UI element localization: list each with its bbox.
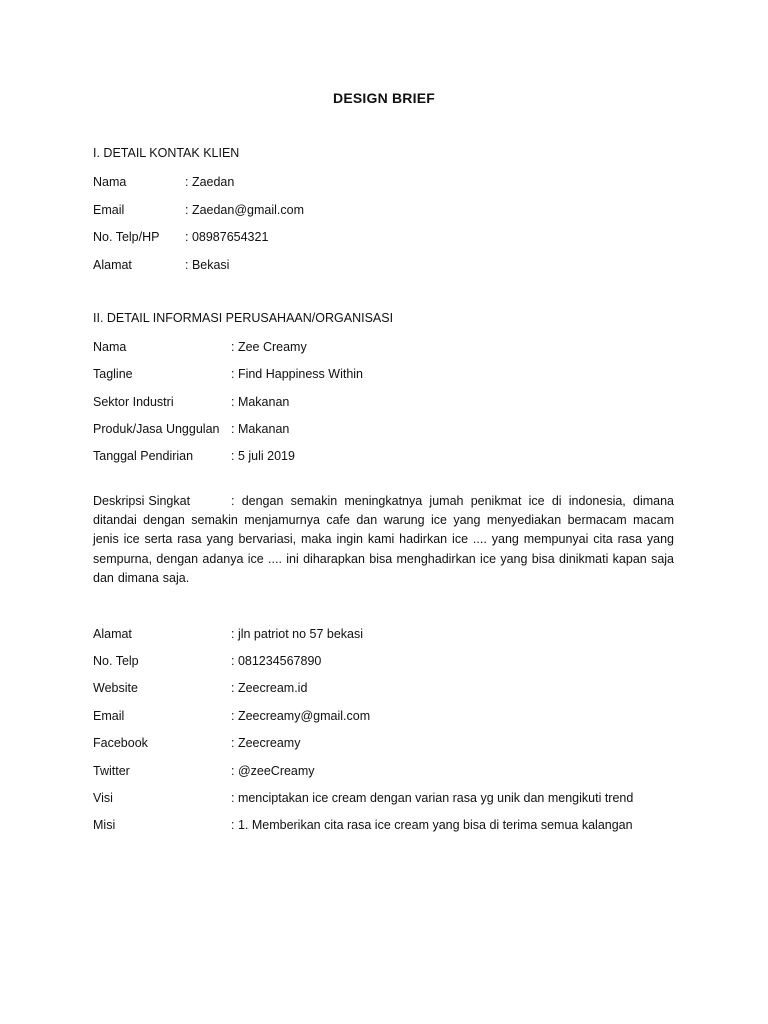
field-value: : Find Happiness Within (231, 367, 364, 381)
field-label: Nama (93, 340, 127, 354)
section-1-heading: I. DETAIL KONTAK KLIEN (93, 146, 240, 160)
field-label: Tagline (93, 367, 133, 381)
field-value: : 5 juli 2019 (231, 449, 295, 463)
field-label: Visi (93, 791, 113, 805)
field-value: : Zaedan@gmail.com (185, 203, 304, 217)
field-label: No. Telp/HP (93, 230, 160, 244)
field-value: : menciptakan ice cream dengan varian rasa yg unik dan mengikuti trend (231, 791, 634, 805)
field-label: Website (93, 681, 138, 695)
field-value: : 1. Memberikan cita rasa ice cream yang bisa di terima semua kalangan (231, 818, 633, 832)
field-label: Misi (93, 818, 116, 832)
field-label: Twitter (93, 764, 130, 778)
field-value: : Zeecreamy (231, 736, 301, 750)
field-label: Alamat (93, 627, 132, 641)
field-value: : Zeecream.id (231, 681, 308, 695)
field-value: : 08987654321 (185, 230, 269, 244)
field-label: Email (93, 203, 125, 217)
section-2-heading: II. DETAIL INFORMASI PERUSAHAAN/ORGANISASI (93, 311, 394, 325)
field-label: Alamat (93, 258, 132, 272)
field-label: No. Telp (93, 654, 139, 668)
field-label: Sektor Industri (93, 395, 174, 409)
field-value: : Zeecreamy@gmail.com (231, 709, 371, 723)
document-title: DESIGN BRIEF (333, 90, 435, 106)
field-value: : Makanan (231, 422, 290, 436)
field-value: : Bekasi (185, 258, 230, 272)
description-text: : dengan semakin meningkatnya jumah penikmat ice di indonesia, dimana ditandai dengan semakin menjamurnya cafe dan warung ice yang menyediakan bermacam macam jenis ice serta rasa yang bervariasi, maka ingin kami hadirkan ice .... yang mempunyai cita rasa yang sempurna, dengan adanya ice .... ini diharapkan bisa menghadirkan ice yang bisa dinikmati kapan saja dan dimana saja. (93, 494, 674, 585)
field-label: Facebook (93, 736, 148, 750)
field-value: : Makanan (231, 395, 290, 409)
field-value: : @zeeCreamy (231, 764, 315, 778)
company-description (93, 492, 674, 588)
field-label: Produk/Jasa Unggulan (93, 422, 220, 436)
field-label: Nama (93, 175, 127, 189)
field-value: : jln patriot no 57 bekasi (231, 627, 364, 641)
field-label: Email (93, 709, 125, 723)
field-value: : 081234567890 (231, 654, 322, 668)
field-value: : Zaedan (185, 175, 235, 189)
field-label: Tanggal Pendirian (93, 449, 194, 463)
field-value: : Zee Creamy (231, 340, 307, 354)
description-label: Deskripsi Singkat (93, 494, 191, 508)
